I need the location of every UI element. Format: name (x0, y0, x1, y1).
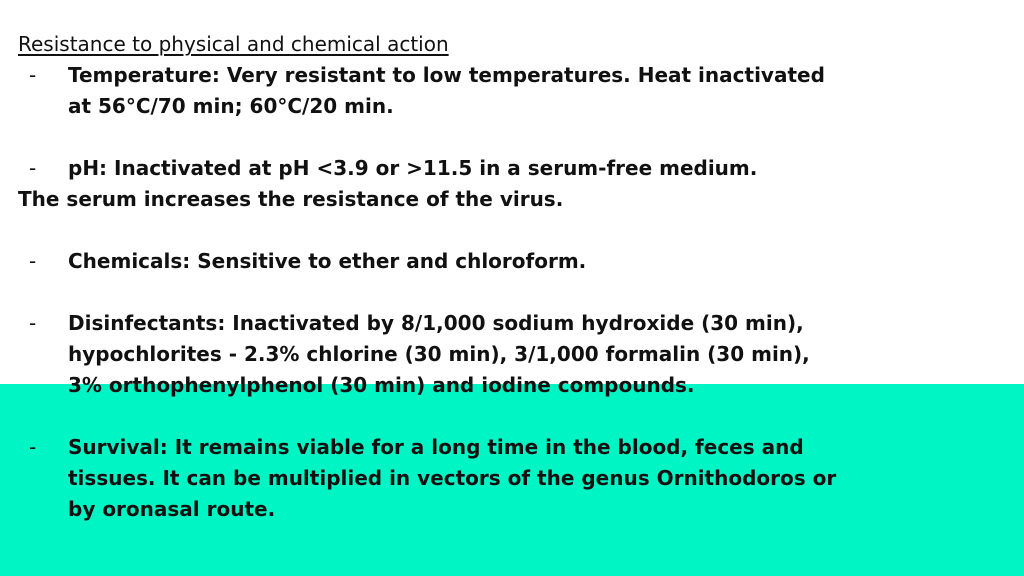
serum-note: The serum increases the resistance of the virus. (18, 187, 564, 211)
spacer (18, 401, 1008, 432)
bullet-survival (18, 432, 1008, 525)
bullet-dash: - (29, 311, 37, 335)
temperature-line: Temperature: Very resistant to low temperatures. Heat inactivated (68, 63, 825, 87)
disinfectants-line: hypochlorites - 2.3% chlorine (30 min), 3/1,000 formalin (30 min), (68, 342, 810, 366)
survival-line: tissues. It can be multiplied in vectors of the genus Ornithodoros or (68, 466, 837, 490)
bullet-ph (18, 153, 1008, 184)
temperature-line: at 56°C/70 min; 60°C/20 min. (68, 94, 394, 118)
bullet-disinfectants (18, 308, 1008, 401)
slide-content (18, 29, 1008, 525)
bullet-chemicals (18, 246, 1008, 277)
disinfectants-line: Disinfectants: Inactivated by 8/1,000 sodium hydroxide (30 min), (68, 311, 804, 335)
bullet-dash: - (29, 63, 37, 87)
bullet-dash: - (29, 435, 37, 459)
ph-line: pH: Inactivated at pH <3.9 or >11.5 in a serum-free medium. (68, 156, 758, 180)
slide-heading: Resistance to physical and chemical action (18, 32, 449, 56)
spacer (18, 277, 1008, 308)
survival-line: by oronasal route. (68, 497, 276, 521)
chemicals-line: Chemicals: Sensitive to ether and chloroform. (68, 249, 587, 273)
disinfectants-line: 3% orthophenylphenol (30 min) and iodine compounds. (68, 373, 695, 397)
bullet-dash: - (29, 249, 37, 273)
survival-line: Survival: It remains viable for a long time in the blood, feces and (68, 435, 804, 459)
spacer (18, 215, 1008, 246)
bullet-dash: - (29, 156, 37, 180)
spacer (18, 122, 1008, 153)
bullet-temperature (18, 60, 1008, 122)
